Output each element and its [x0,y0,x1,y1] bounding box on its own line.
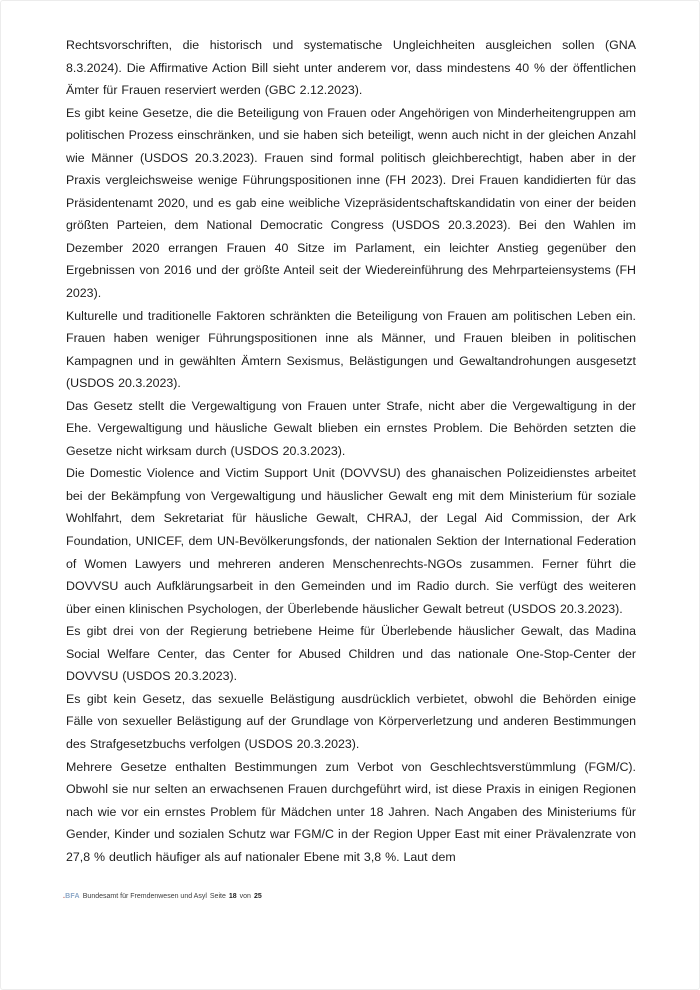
footer-page-total: 25 [253,893,262,900]
bfa-logo-text: BFA [65,893,80,900]
paragraph-kulturelle-faktoren: Kulturelle und traditionelle Faktoren schränkten die Beteiligung von Frauen am politischen Leben ein. Frauen haben weniger Führungspositionen inne als Männer, und Frauen bleiben in politischen Kampagnen und in gewählten Ämtern Sexismus, Belästigungen und Gewaltandrohungen ausgesetzt (USDOS 20.3.2023). [66,308,636,391]
paragraph-sexuelle-belaestigung: Es gibt kein Gesetz, das sexuelle Belästigung ausdrücklich verbietet, obwohl die Behörden einige Fälle von sexueller Belästigung auf der Grundlage von Körperverletzung und anderen Bestimmungen des Strafgesetzbuchs verfolgen (USDOS 20.3.2023). [66,691,636,751]
paragraph-beteiligung-frauen: Es gibt keine Gesetze, die die Beteiligung von Frauen oder Angehörigen von Minderheitengruppen am politischen Prozess einschränken, und sie haben sich beteiligt, wenn auch nicht in der gleichen Anzahl wie Männer (USDOS 20.3.2023). Frauen sind formal politisch gleichberechtigt, haben aber in der Praxis vergleichsweise wenige Führungspositionen inne (FH 2023). Drei Frauen kandidierten für das Präsidentenamt 2020, und es gab eine weibliche Vizepräsidentschaftskandidatin von einer der beiden größten Parteien, dem National Democratic Congress (USDOS 20.3.2023). Bei den Wahlen im Dezember 2020 errangen Frauen 40 Sitze im Parlament, ein leichter Anstieg gegenüber den Ergebnissen von 2016 und der größte Anteil seit der Wiedereinführung des Mehrparteiensystems (FH 2023). [66,105,636,301]
paragraph-dovvsu: Die Domestic Violence and Victim Support Unit (DOVVSU) des ghanaischen Polizeidienstes arbeitet bei der Bekämpfung von Vergewaltigung und häuslicher Gewalt eng mit dem Ministerium für soziale Wohlfahrt, dem Sekretariat für häusliche Gewalt, CHRAJ, der Legal Aid Commission, der Ark Foundation, UNICEF, dem UN-Bevölkerungsfonds, der nationalen Sektion der International Federation of Women Lawyers und mehreren anderen Menschenrechts-NGOs zusammen. Ferner führt die DOVVSU auch Aufklärungsarbeit in den Gemeinden und im Radio durch. Sie verfügt des weiteren über einen klinischen Psychologen, der Überlebende häuslicher Gewalt betreut (USDOS 20.3.2023). [66,466,636,616]
footer-page-prefix: Seite [209,893,226,900]
paragraph-gesetz-vergewaltigung: Das Gesetz stellt die Vergewaltigung von Frauen unter Strafe, nicht aber die Vergewaltigung in der Ehe. Vergewaltigung und häusliche Gewalt blieben ein ernstes Problem. Die Behörden setzten die Gesetze nicht wirksam durch (USDOS 20.3.2023). [66,398,636,458]
paragraph-fgm: Mehrere Gesetze enthalten Bestimmungen zum Verbot von Geschlechtsverstümmlung (FGM/C). Obwohl sie nur selten an erwachsenen Frauen durchgeführt wird, ist diese Praxis in einigen Regionen nach wie vor ein ernstes Problem für Mädchen unter 18 Jahren. Nach Angaben des Ministeriums für Gender, Kinder und sozialen Schutz war FGM/C in der Region Upper East mit einer Prävalenzrate von 27,8 % deutlich häufiger als auf nationaler Ebene mit 3,8 %. Laut dem [66,759,636,864]
paragraph-rechtsvorschriften: Rechtsvorschriften, die historisch und systematische Ungleichheiten ausgleichen sollen (GNA 8.3.2024). Die Affirmative Action Bill sieht unter anderem vor, dass mindestens 40 % der öffentlichen Ämter für Frauen reserviert werden (GBC 2.12.2023). [66,38,636,98]
document-body [66,34,636,868]
footer-page-number: 18 [228,893,237,900]
bfa-logo [63,892,80,901]
footer-page-of: von [239,893,251,900]
bfa-logo-dot-icon: . [63,893,66,900]
paragraph-heime: Es gibt drei von der Regierung betriebene Heime für Überlebende häuslicher Gewalt, das Madina Social Welfare Center, das Center for Abused Children und das nationale One-Stop-Center der DOVVSU (USDOS 20.3.2023). [66,624,636,684]
footer-organization: Bundesamt für Fremdenwesen und Asyl [82,893,207,900]
page-footer [63,892,639,901]
